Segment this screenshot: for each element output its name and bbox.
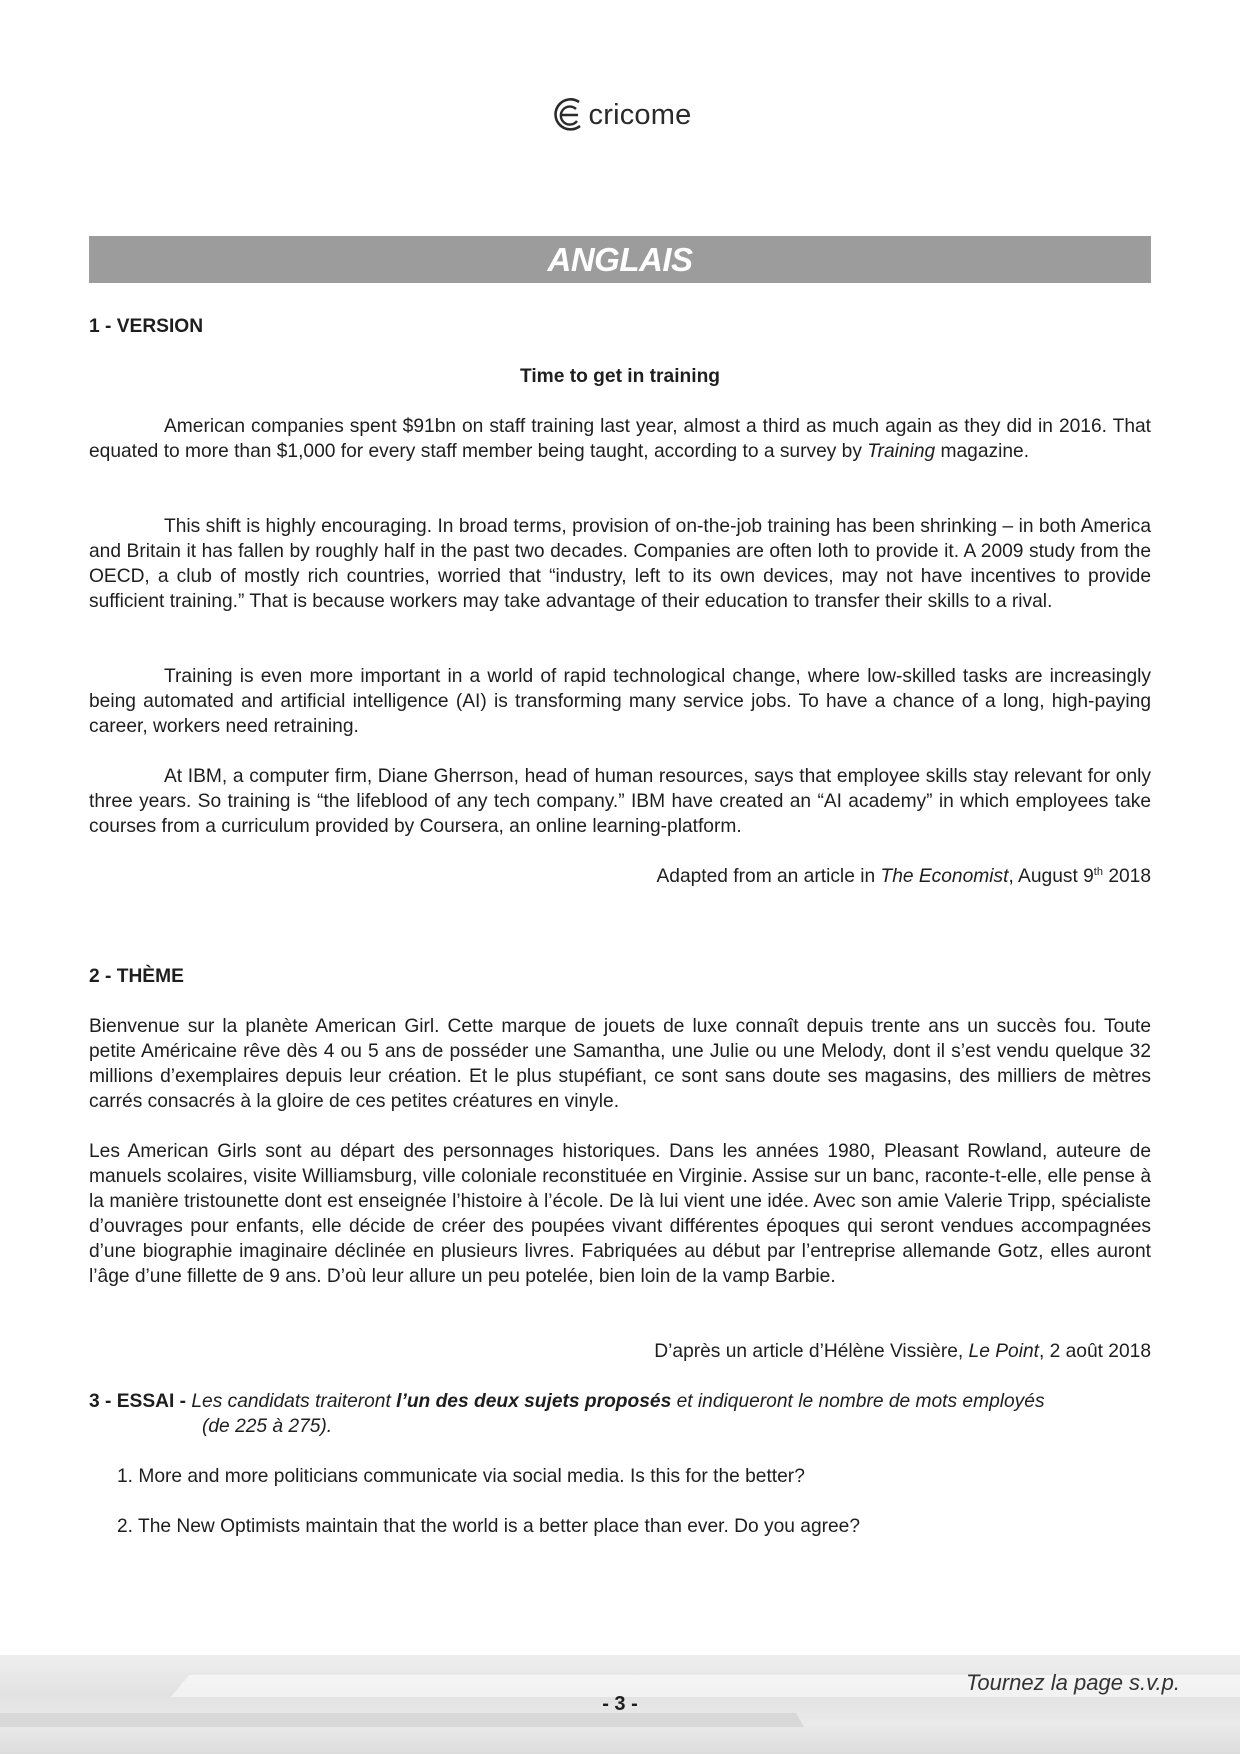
turn-page-note: Tournez la page s.v.p.: [965, 1670, 1180, 1695]
text-run: , 2 août 2018: [1038, 1341, 1151, 1362]
section-heading-version: 1 - VERSION: [89, 316, 204, 337]
essay-subject-2: 2. The New Optimists maintain that the world is a better place than ever. Do you agree?: [117, 1516, 861, 1537]
section-heading-essay: 3 - ESSAI -: [89, 1391, 192, 1412]
version-paragraph-4: At IBM, a computer firm, Diane Gherrson, head of human resources, says that employee skills stay relevant for only three years. So training is “the lifeblood of any tech company.” IBM have created an “AI academy” in which employees take courses from a curriculum provided by Coursera, an online learning-platform.: [89, 766, 1151, 837]
text-run: Les candidats traiteront: [191, 1391, 397, 1412]
text-run: Adapted from an article in: [656, 866, 881, 887]
version-paragraph-3: Training is even more important in a world of rapid technological change, where low-skilled tasks are increasingly being automated and artificial intelligence (AI) is transforming many service jobs. To have a chance of a long, high-paying career, workers need retraining.: [89, 666, 1151, 737]
theme-paragraph-1: Bienvenue sur la planète American Girl. Cette marque de jouets de luxe connaît depuis trente ans un succès fou. Toute petite Américaine rêve dès 4 ou 5 ans de posséder une Samantha, une Julie ou une Melody, dont il s’est vendu quelque 32 millions d’exemplaires depuis leur création. Et le plus stupéfiant, ce sont sans doute ses magasins, des milliers de mètres carrés consacrés à la gloire de ces petites créatures en vinyle.: [89, 1016, 1151, 1112]
publication-name: Le Point: [968, 1341, 1039, 1362]
version-paragraph-1: [89, 414, 1151, 464]
essay-instructions: [89, 1389, 1151, 1439]
word-count-range: (de 225 à 275).: [202, 1416, 333, 1437]
logo-text: cricome: [588, 98, 692, 131]
text-run: D’après un article d’Hélène Vissière,: [654, 1341, 969, 1362]
essay-subject-1: 1. More and more politicians communicate via social media. Is this for the better?: [117, 1466, 805, 1487]
theme-paragraph-2: Les American Girls sont au départ des personnages historiques. Dans les années 1980, Pleasant Rowland, auteure de manuels scolaires, visite Williamsburg, ville coloniale reconstituée en Virginie. Assise sur un banc, raconte-t-elle, elle pense à la manière tristounette dont est enseignée l’histoire à l’école. De là lui vient une idée. Avec son amie Valerie Tripp, spécialiste d’ouvrages pour enfants, elle décide de créer des poupées vivant différentes époques qui seront vendues accompagnées d’une biographie imaginaire déclinée en plusieurs livres. Fabriquées au début par l’entreprise allemande Gotz, elles auront l’âge d’une fillette de 9 ans. D’où leur allure un peu potelée, bien loin de la vamp Barbie.: [89, 1141, 1151, 1287]
text-run: magazine.: [935, 441, 1030, 462]
section-heading-theme: 2 - THÈME: [89, 966, 184, 987]
magazine-name: Training: [867, 441, 936, 462]
theme-source: [89, 1339, 1151, 1364]
text-run: , August 9: [1008, 866, 1094, 887]
article-title: Time to get in training: [519, 366, 721, 387]
text-run: American companies spent $91bn on staff training last year, almost a third as much again as they did in 2016. That equated to more than $1,000 for every staff member being taught, according to a survey by: [89, 416, 1151, 462]
emphasis: l’un des deux sujets proposés: [396, 1391, 672, 1412]
version-paragraph-2: This shift is highly encouraging. In broad terms, provision of on-the-job training has been shrinking – in both America and Britain it has fallen by roughly half in the past two decades. Companies are often loth to provide it. A 2009 study from the OECD, a club of mostly rich countries, worried that “industry, left to its own devices, may not have incentives to provide sufficient training.” That is because workers may take advantage of their education to transfer their skills to a rival.: [89, 516, 1151, 612]
text-run: 2018: [1102, 866, 1151, 887]
version-source: [89, 864, 1151, 889]
subject-banner: ANGLAIS: [89, 236, 1151, 283]
superscript: th: [1093, 866, 1103, 878]
page-number: - 3 -: [602, 1693, 638, 1715]
publication-name: The Economist: [880, 866, 1009, 887]
ecricome-e-logo-icon: [549, 92, 587, 138]
ecricome-logo: [0, 90, 1240, 140]
text-run: et indiqueront le nombre de mots employés: [671, 1391, 1045, 1412]
